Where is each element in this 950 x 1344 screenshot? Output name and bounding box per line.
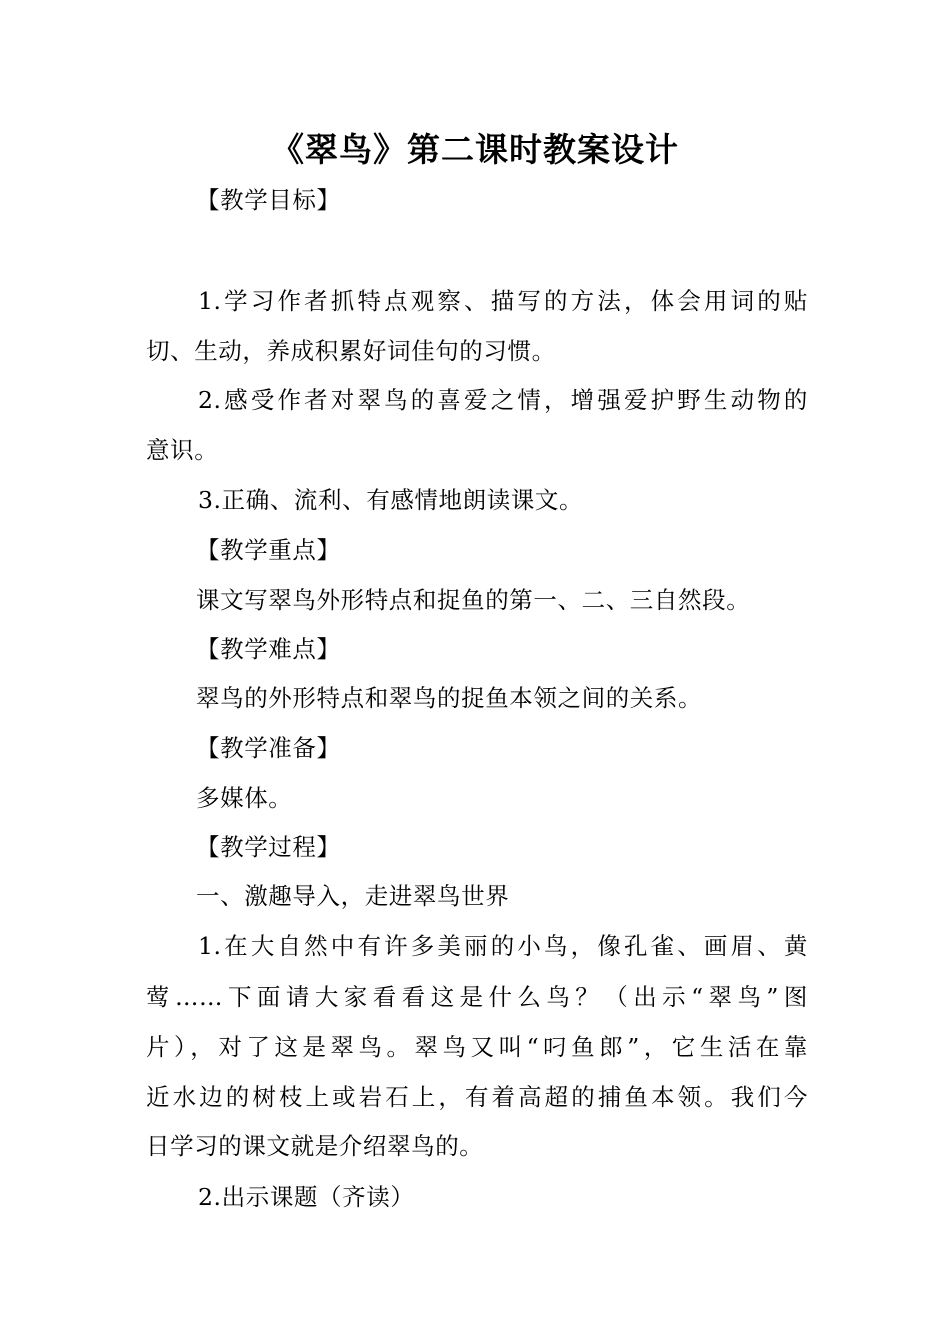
process-1-line-2: 莺……下面请大家看看这是什么鸟？（出示“翠鸟”图 — [146, 983, 808, 1011]
key-points-heading: 【教学重点】 — [196, 536, 341, 564]
objective-1-line-2: 切、生动，养成积累好词佳句的习惯。 — [146, 337, 556, 365]
objectives-heading: 【教学目标】 — [196, 186, 341, 214]
process-heading: 【教学过程】 — [196, 833, 341, 861]
difficulties-heading: 【教学难点】 — [196, 635, 341, 663]
objective-2-line-2: 意识。 — [146, 436, 219, 464]
process-1-line-3: 片），对了这是翠鸟。翠鸟又叫“叼鱼郎”，它生活在靠 — [146, 1033, 808, 1061]
process-1-line-4: 近水边的树枝上或岩石上，有着高超的捕鱼本领。我们今 — [146, 1083, 808, 1111]
preparation-text: 多媒体。 — [196, 784, 293, 812]
process-1-line-5: 日学习的课文就是介绍翠鸟的。 — [146, 1132, 484, 1160]
objective-3: 3.正确、流利、有感情地朗读课文。 — [198, 486, 584, 514]
document-title: 《翠鸟》第二课时教案设计 — [271, 130, 679, 169]
process-step-1: 一、激趣导入，走进翠鸟世界 — [196, 882, 510, 910]
process-2: 2.出示课题（齐读） — [198, 1183, 415, 1211]
objective-2-line-1: 2.感受作者对翠鸟的喜爱之情，增强爱护野生动物的 — [198, 386, 808, 414]
process-1-line-1: 1.在大自然中有许多美丽的小鸟，像孔雀、画眉、黄 — [198, 932, 808, 960]
objective-1-line-1: 1.学习作者抓特点观察、描写的方法，体会用词的贴 — [198, 287, 808, 315]
preparation-heading: 【教学准备】 — [196, 734, 341, 762]
key-points-text: 课文写翠鸟外形特点和捉鱼的第一、二、三自然段。 — [196, 586, 751, 614]
difficulties-text: 翠鸟的外形特点和翠鸟的捉鱼本领之间的关系。 — [196, 684, 703, 712]
